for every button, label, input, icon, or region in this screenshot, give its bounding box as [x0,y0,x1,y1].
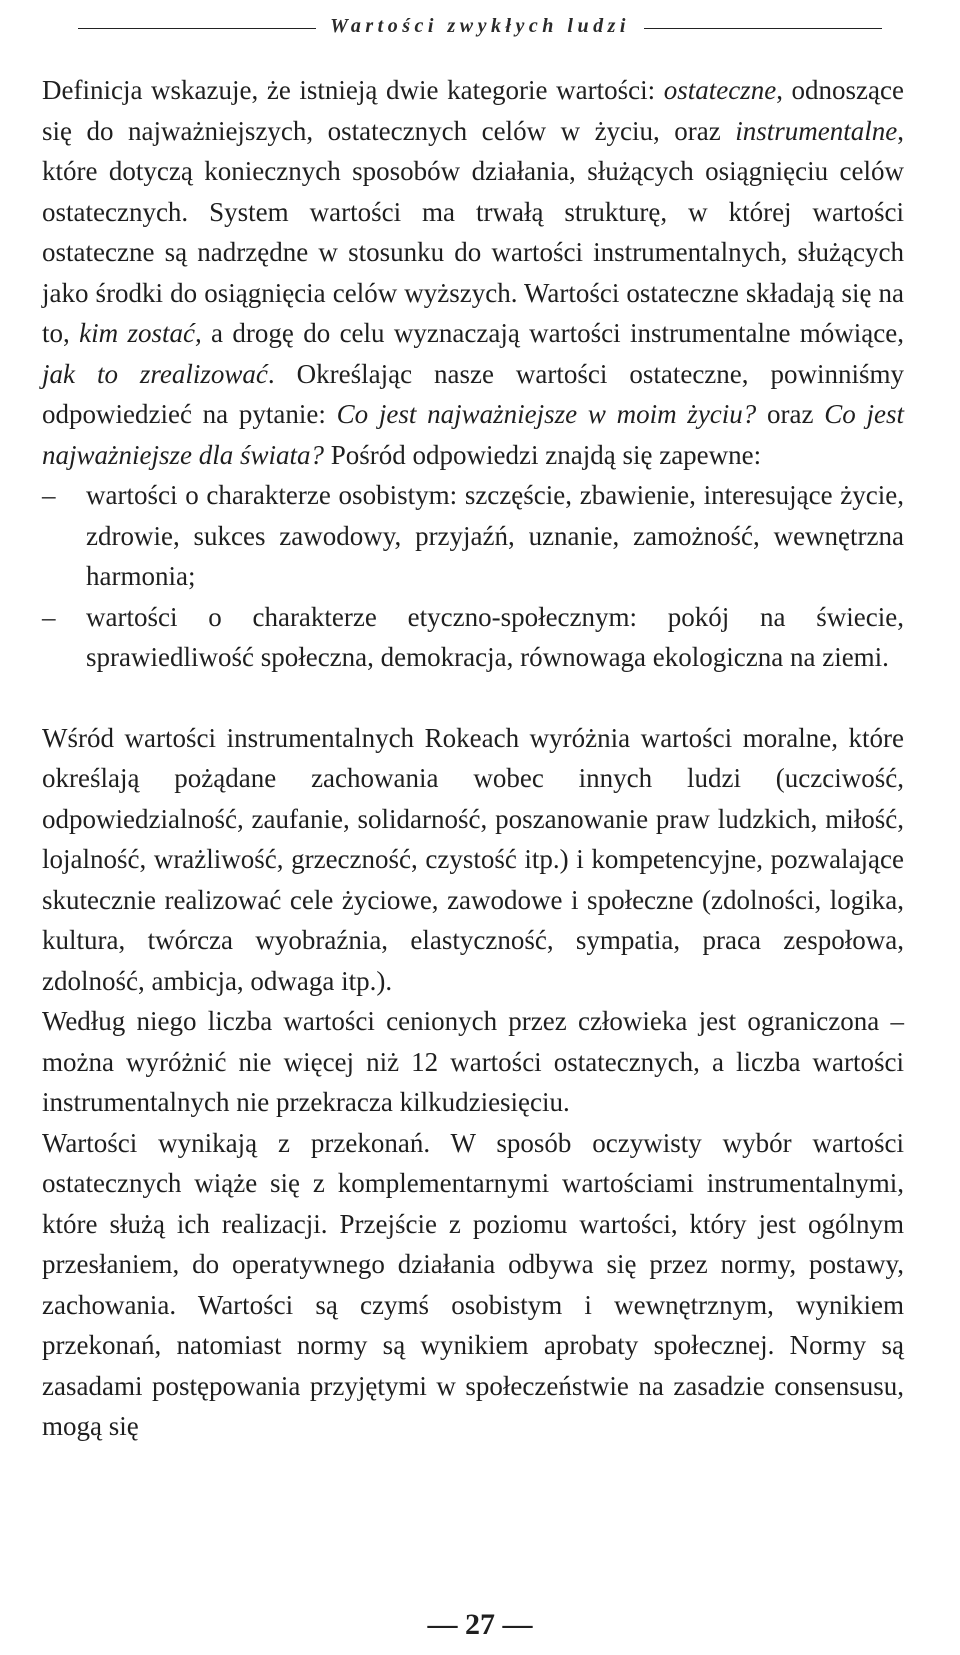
italic-term: jak to zrealizować [42,358,268,389]
list-item-social-values [42,597,904,678]
body-text [42,70,904,1447]
text-run: , odnoszące się do najważniejszych, ostatecznych celów w życiu, oraz [42,75,904,146]
list-item-text: wartości o charakterze etyczno-społecznym: pokój na świecie, sprawiedliwość społeczna, demokracja, równowaga ekologiczna na ziemi. [86,601,904,672]
text-run: oraz [756,399,825,429]
text-run: , które dotyczą koniecznych sposobów działania, służących osiągnięciu celów ostatecznych. System wartości ma trwałą strukturę, w której wartości ostateczne są nadrzędne w stosunku do wartości instrumentalnych, służących jako środki do osiągnięcia celów wyższych. Wartości ostateczne składają się na to, [42,115,904,348]
italic-question: Co jest najważniejsze w moim życiu? [336,399,757,429]
header-rule-left [78,28,316,29]
italic-term: instrumentalne [735,115,898,146]
list-item-personal-values [42,475,904,597]
paragraph-value-count: Według niego liczba wartości cenionych przez człowieka jest ograniczona – można wyróżnić nie więcej niż 12 wartości ostatecznych, a liczba wartości instrumentalnych nie przekracza kilkudziesięciu. [42,1006,904,1117]
values-list [42,475,904,678]
paragraph-instrumental-values: Wśród wartości instrumentalnych Rokeach wyróżnia wartości moralne, które określają pożądane zachowania wobec innych ludzi (uczciwość, odpowiedzialność, zaufanie, solidarność, poszanowanie praw ludzkich, miłość, lojalność, wrażliwość, grzeczność, czystość itp.) i kompetencyjne, pozwalające skutecznie realizować cele życiowe, zawodowe i społeczne (zdolności, logika, kultura, twórcza wyobraźnia, elastyczność, sympatia, praca zespołowa, zdolność, ambicja, odwaga itp.). [42,722,904,996]
section-gap [42,678,904,718]
running-header [0,12,960,40]
dash-bullet: – [42,480,56,510]
paragraph-beliefs-norms: Wartości wynikają z przekonań. W sposób oczywisty wybór wartości ostatecznych wiąże się z komplementarnymi wartościami instrumentalnymi, które służą ich realizacji. Przejście z poziomu wartości, który jest ogólnym przesłaniem, do operatywnego działania odbywa się przez normy, postawy, zachowania. Wartości są czymś osobistym i wewnętrznym, wynikiem przekonań, natomiast normy są wynikiem aprobaty społecznej. Normy są zasadami postępowania przyjętymi w społeczeństwie na zasadzie consensusu, mogą się [42,1127,904,1441]
running-header-title: Wartości zwykłych ludzi [330,14,630,37]
italic-term: kim zostać, [79,318,202,348]
text-run: Definicja wskazuje, że istnieją dwie kategorie wartości: [42,75,664,105]
text-run: . Określając nasze wartości ostateczne, powinniśmy odpowiedzieć na pytanie: [42,358,904,429]
italic-term: ostateczne [663,75,777,105]
list-item-text: wartości o charakterze osobistym: szczęście, zbawienie, interesujące życie, zdrowie, sukces zawodowy, przyjaźń, uznanie, zamożność, wewnętrzna harmonia; [86,480,904,591]
italic-question: Co jest najważniejsze dla świata? [42,399,904,470]
paragraph-definition [42,70,904,475]
page-number: — 27 — [427,1608,533,1641]
text-run: Pośród odpowiedzi znajdą się zapewne: [324,439,762,470]
header-rule-right [644,28,882,29]
text-run: a drogę do celu wyznaczają wartości instrumentalne mówiące, [201,318,904,348]
dash-bullet: – [42,601,56,632]
